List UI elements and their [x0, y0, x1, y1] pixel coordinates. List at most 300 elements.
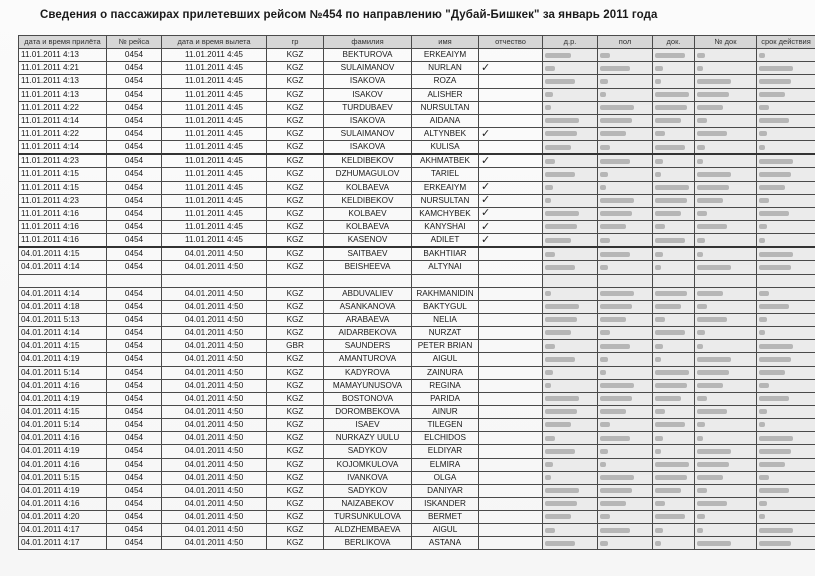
redacted-cell [543, 101, 598, 114]
redaction-blur [600, 198, 634, 203]
citizenship: KGZ [267, 537, 324, 550]
redacted-cell [695, 524, 757, 537]
redacted-cell [757, 261, 815, 274]
patronymic-checkmark [479, 327, 543, 340]
redacted-cell [757, 300, 815, 313]
redaction-blur [655, 131, 665, 136]
redacted-cell [543, 313, 598, 326]
flight-number: 0454 [107, 234, 162, 248]
redacted-cell [598, 62, 653, 75]
redaction-blur [759, 145, 765, 150]
citizenship: KGZ [267, 88, 324, 101]
table-row [19, 511, 815, 524]
surname: KELDIBEKOV [324, 194, 412, 207]
table-row [19, 194, 815, 207]
redacted-cell [543, 484, 598, 497]
redacted-cell [598, 300, 653, 313]
redacted-cell [695, 207, 757, 220]
arrival-datetime: 04.01.2011 4:19 [19, 392, 107, 405]
citizenship: KGZ [267, 432, 324, 445]
table-row [19, 168, 815, 181]
redacted-cell [543, 458, 598, 471]
table-row [19, 247, 815, 261]
redaction-blur [545, 66, 555, 71]
column-header: срок действия [757, 36, 815, 49]
redacted-cell [598, 49, 653, 62]
flight-number: 0454 [107, 392, 162, 405]
patronymic-checkmark [479, 379, 543, 392]
redaction-blur [600, 224, 626, 229]
departure-datetime: 04.01.2011 4:50 [162, 432, 267, 445]
redaction-blur [655, 211, 681, 216]
redaction-blur [697, 436, 703, 441]
flight-number: 0454 [107, 537, 162, 550]
redacted-cell [653, 141, 695, 155]
redacted-cell [598, 194, 653, 207]
surname: SULAIMANOV [324, 62, 412, 75]
redacted-cell [543, 405, 598, 418]
redacted-cell [598, 419, 653, 432]
surname: IVANKOVA [324, 471, 412, 484]
redacted-cell [543, 154, 598, 168]
patronymic-checkmark [479, 101, 543, 114]
redaction-blur [655, 105, 687, 110]
redaction-blur [697, 304, 707, 309]
redaction-blur [600, 370, 606, 375]
arrival-datetime: 11.01.2011 4:13 [19, 75, 107, 88]
patronymic-checkmark [479, 537, 543, 550]
redacted-cell [543, 127, 598, 140]
redacted-cell [653, 484, 695, 497]
redaction-blur [545, 145, 571, 150]
arrival-datetime: 11.01.2011 4:15 [19, 168, 107, 181]
redaction-blur [655, 475, 687, 480]
redacted-cell [757, 181, 815, 194]
redacted-cell [653, 62, 695, 75]
table-row [19, 114, 815, 127]
table-row [19, 537, 815, 550]
departure-datetime: 04.01.2011 4:50 [162, 419, 267, 432]
given-name: ADILET [412, 234, 479, 248]
redacted-cell [757, 220, 815, 233]
departure-datetime: 04.01.2011 4:50 [162, 471, 267, 484]
flight-number: 0454 [107, 300, 162, 313]
redacted-cell [653, 154, 695, 168]
citizenship: KGZ [267, 261, 324, 274]
redaction-blur [545, 118, 579, 123]
surname: ISAKOVA [324, 75, 412, 88]
arrival-datetime: 11.01.2011 4:14 [19, 114, 107, 127]
redacted-cell [757, 405, 815, 418]
redacted-cell [695, 353, 757, 366]
departure-datetime: 11.01.2011 4:45 [162, 75, 267, 88]
redaction-blur [697, 105, 723, 110]
departure-datetime: 04.01.2011 4:50 [162, 524, 267, 537]
redacted-cell [757, 327, 815, 340]
redaction-blur [545, 211, 579, 216]
redaction-blur [697, 462, 729, 467]
citizenship: KGZ [267, 234, 324, 248]
flight-number: 0454 [107, 327, 162, 340]
surname: MAMAYUNUSOVA [324, 379, 412, 392]
table-row [19, 445, 815, 458]
patronymic-checkmark [479, 261, 543, 274]
patronymic-checkmark [479, 392, 543, 405]
redaction-blur [759, 475, 769, 480]
redaction-blur [655, 317, 665, 322]
surname: DOROMBEKOVA [324, 405, 412, 418]
redaction-blur [697, 238, 705, 243]
redaction-blur [545, 185, 553, 190]
redacted-cell [695, 327, 757, 340]
redaction-blur [655, 422, 685, 427]
given-name: PARIDA [412, 392, 479, 405]
redacted-cell [757, 88, 815, 101]
redacted-cell [653, 511, 695, 524]
redacted-cell [695, 168, 757, 181]
redacted-cell [653, 287, 695, 300]
redacted-cell [695, 127, 757, 140]
redaction-blur [545, 304, 579, 309]
arrival-datetime: 04.01.2011 4:17 [19, 537, 107, 550]
redacted-cell [695, 154, 757, 168]
column-header: док. [653, 36, 695, 49]
redaction-blur [655, 501, 665, 506]
redacted-cell [757, 524, 815, 537]
redacted-cell [598, 141, 653, 155]
arrival-datetime: 04.01.2011 4:16 [19, 497, 107, 510]
redacted-cell [598, 537, 653, 550]
citizenship: KGZ [267, 49, 324, 62]
departure-datetime: 04.01.2011 4:50 [162, 379, 267, 392]
surname: DZHUMAGULOV [324, 168, 412, 181]
redaction-blur [655, 159, 663, 164]
redacted-cell [543, 432, 598, 445]
citizenship: KGZ [267, 405, 324, 418]
surname: KOLBAEVA [324, 220, 412, 233]
table-row [19, 340, 815, 353]
table-row [19, 353, 815, 366]
redaction-blur [655, 357, 661, 362]
redaction-blur [655, 79, 661, 84]
given-name: NELIA [412, 313, 479, 326]
redacted-cell [757, 234, 815, 248]
redaction-blur [697, 224, 727, 229]
arrival-datetime: 04.01.2011 5:14 [19, 366, 107, 379]
flight-number: 0454 [107, 220, 162, 233]
redacted-cell [757, 194, 815, 207]
given-name: ZAINURA [412, 366, 479, 379]
redaction-blur [545, 53, 571, 58]
redacted-cell [695, 484, 757, 497]
patronymic-checkmark [479, 114, 543, 127]
given-name: NURSULTAN [412, 101, 479, 114]
redacted-cell [757, 154, 815, 168]
arrival-datetime: 04.01.2011 4:19 [19, 353, 107, 366]
surname: ISAKOVA [324, 141, 412, 155]
redacted-cell [695, 220, 757, 233]
redaction-blur [545, 79, 575, 84]
redaction-blur [545, 92, 553, 97]
citizenship: KGZ [267, 419, 324, 432]
redaction-blur [655, 304, 681, 309]
redaction-blur [545, 514, 571, 519]
arrival-datetime: 11.01.2011 4:14 [19, 141, 107, 155]
departure-datetime: 04.01.2011 4:50 [162, 497, 267, 510]
patronymic-checkmark [479, 445, 543, 458]
arrival-datetime: 11.01.2011 4:16 [19, 234, 107, 248]
redaction-blur [759, 396, 789, 401]
redacted-cell [653, 75, 695, 88]
checkmark-icon: ✓ [481, 181, 491, 194]
redacted-cell [543, 353, 598, 366]
redaction-blur [759, 422, 765, 427]
redaction-blur [697, 185, 729, 190]
redaction-blur [600, 145, 610, 150]
redacted-cell [543, 300, 598, 313]
flight-number: 0454 [107, 419, 162, 432]
departure-datetime: 04.01.2011 4:50 [162, 458, 267, 471]
flight-number: 0454 [107, 353, 162, 366]
redacted-cell [543, 49, 598, 62]
redacted-cell [653, 181, 695, 194]
arrival-datetime: 04.01.2011 5:15 [19, 471, 107, 484]
citizenship: KGZ [267, 392, 324, 405]
flight-number: 0454 [107, 445, 162, 458]
surname: AMANTUROVA [324, 353, 412, 366]
redaction-blur [759, 436, 793, 441]
redaction-blur [697, 172, 731, 177]
redaction-blur [697, 475, 723, 480]
citizenship: KGZ [267, 313, 324, 326]
arrival-datetime: 11.01.2011 4:16 [19, 220, 107, 233]
redaction-blur [697, 252, 703, 257]
redacted-cell [695, 300, 757, 313]
redacted-cell [695, 274, 757, 287]
redacted-cell [653, 379, 695, 392]
redaction-blur [759, 53, 765, 58]
citizenship: KGZ [267, 458, 324, 471]
given-name: NURZAT [412, 327, 479, 340]
redaction-blur [600, 211, 632, 216]
citizenship: KGZ [267, 207, 324, 220]
table-row [19, 300, 815, 313]
redacted-cell [653, 405, 695, 418]
flight-number: 0454 [107, 405, 162, 418]
checkmark-icon: ✓ [481, 154, 491, 167]
arrival-datetime: 11.01.2011 4:23 [19, 194, 107, 207]
redaction-blur [759, 501, 767, 506]
redaction-blur [759, 118, 789, 123]
redaction-blur [545, 501, 577, 506]
redacted-cell [598, 484, 653, 497]
redaction-blur [545, 105, 551, 110]
redacted-cell [695, 62, 757, 75]
patronymic-checkmark [479, 127, 543, 140]
table-row [19, 75, 815, 88]
redaction-blur [697, 501, 727, 506]
redaction-blur [697, 330, 705, 335]
redaction-blur [600, 541, 608, 546]
redaction-blur [759, 357, 791, 362]
patronymic-checkmark [479, 234, 543, 248]
flight-number: 0454 [107, 524, 162, 537]
redacted-cell [653, 366, 695, 379]
citizenship: KGZ [267, 114, 324, 127]
redaction-blur [655, 265, 661, 270]
patronymic-checkmark [479, 49, 543, 62]
redacted-cell [757, 392, 815, 405]
arrival-datetime: 11.01.2011 4:21 [19, 62, 107, 75]
surname: TURSUNKULOVA [324, 511, 412, 524]
table-row [19, 405, 815, 418]
redaction-blur [545, 224, 577, 229]
flight-number: 0454 [107, 261, 162, 274]
flight-number: 0454 [107, 49, 162, 62]
redaction-blur [600, 528, 630, 533]
arrival-datetime: 04.01.2011 5:14 [19, 419, 107, 432]
surname: BOSTONOVA [324, 392, 412, 405]
checkmark-icon: ✓ [481, 194, 491, 207]
given-name: BERMET [412, 511, 479, 524]
table-row [19, 62, 815, 75]
redacted-cell [757, 313, 815, 326]
surname: ISAKOVA [324, 114, 412, 127]
redacted-cell [757, 419, 815, 432]
surname: BERLIKOVA [324, 537, 412, 550]
flight-number: 0454 [107, 168, 162, 181]
surname: SADYKOV [324, 484, 412, 497]
departure-datetime: 11.01.2011 4:45 [162, 114, 267, 127]
surname [324, 274, 412, 287]
redaction-blur [759, 541, 791, 546]
redacted-cell [653, 471, 695, 484]
redacted-cell [695, 392, 757, 405]
citizenship: KGZ [267, 247, 324, 261]
redaction-blur [545, 198, 551, 203]
departure-datetime: 11.01.2011 4:45 [162, 234, 267, 248]
flight-number: 0454 [107, 62, 162, 75]
given-name: ALTYNAI [412, 261, 479, 274]
citizenship: KGZ [267, 327, 324, 340]
surname: SAITBAEV [324, 247, 412, 261]
redacted-cell [598, 154, 653, 168]
redacted-cell [598, 524, 653, 537]
redacted-cell [653, 247, 695, 261]
citizenship: KGZ [267, 194, 324, 207]
redacted-cell [543, 445, 598, 458]
redaction-blur [600, 475, 634, 480]
departure-datetime: 04.01.2011 4:50 [162, 366, 267, 379]
redacted-cell [598, 379, 653, 392]
patronymic-checkmark [479, 88, 543, 101]
citizenship: KGZ [267, 379, 324, 392]
redacted-cell [543, 194, 598, 207]
table-row [19, 392, 815, 405]
citizenship: KGZ [267, 445, 324, 458]
redaction-blur [655, 172, 661, 177]
redacted-cell [757, 471, 815, 484]
citizenship [267, 274, 324, 287]
redacted-cell [598, 353, 653, 366]
redaction-blur [545, 436, 555, 441]
redaction-blur [759, 211, 789, 216]
redacted-cell [695, 114, 757, 127]
redacted-cell [653, 274, 695, 287]
redaction-blur [600, 79, 608, 84]
given-name: AIDANA [412, 114, 479, 127]
redaction-blur [545, 409, 577, 414]
patronymic-checkmark [479, 340, 543, 353]
table-row [19, 101, 815, 114]
redacted-cell [695, 313, 757, 326]
column-header: № док [695, 36, 757, 49]
citizenship: KGZ [267, 524, 324, 537]
redacted-cell [695, 75, 757, 88]
given-name: ELMIRA [412, 458, 479, 471]
departure-datetime: 04.01.2011 4:50 [162, 340, 267, 353]
redaction-blur [600, 422, 610, 427]
redaction-blur [759, 304, 789, 309]
column-header: фамилия [324, 36, 412, 49]
redacted-cell [543, 181, 598, 194]
redacted-cell [653, 524, 695, 537]
arrival-datetime: 04.01.2011 4:15 [19, 340, 107, 353]
patronymic-checkmark [479, 194, 543, 207]
redacted-cell [598, 88, 653, 101]
redacted-cell [543, 366, 598, 379]
table-row [19, 471, 815, 484]
departure-datetime: 04.01.2011 4:50 [162, 537, 267, 550]
redaction-blur [655, 198, 687, 203]
redacted-cell [653, 392, 695, 405]
patronymic-checkmark [479, 181, 543, 194]
redacted-cell [598, 327, 653, 340]
redaction-blur [697, 265, 731, 270]
citizenship: KGZ [267, 220, 324, 233]
column-header: дата и время вылета [162, 36, 267, 49]
redaction-blur [545, 291, 551, 296]
redaction-blur [759, 159, 793, 164]
redaction-blur [655, 330, 685, 335]
redacted-cell [757, 366, 815, 379]
arrival-datetime: 11.01.2011 4:22 [19, 101, 107, 114]
flight-number: 0454 [107, 471, 162, 484]
table-row [19, 458, 815, 471]
surname: KELDIBEKOV [324, 154, 412, 168]
redaction-blur [600, 383, 634, 388]
arrival-datetime [19, 274, 107, 287]
redaction-blur [600, 92, 606, 97]
redacted-cell [653, 327, 695, 340]
arrival-datetime: 04.01.2011 4:16 [19, 379, 107, 392]
redaction-blur [697, 131, 727, 136]
redacted-cell [695, 511, 757, 524]
redaction-blur [600, 66, 630, 71]
flight-number: 0454 [107, 127, 162, 140]
redaction-blur [545, 357, 575, 362]
redaction-blur [759, 528, 793, 533]
redacted-cell [653, 234, 695, 248]
redaction-blur [697, 528, 703, 533]
redacted-cell [598, 497, 653, 510]
redacted-cell [598, 287, 653, 300]
redacted-cell [543, 75, 598, 88]
redacted-cell [653, 458, 695, 471]
redacted-cell [653, 353, 695, 366]
redaction-blur [759, 185, 785, 190]
column-header: № рейса [107, 36, 162, 49]
